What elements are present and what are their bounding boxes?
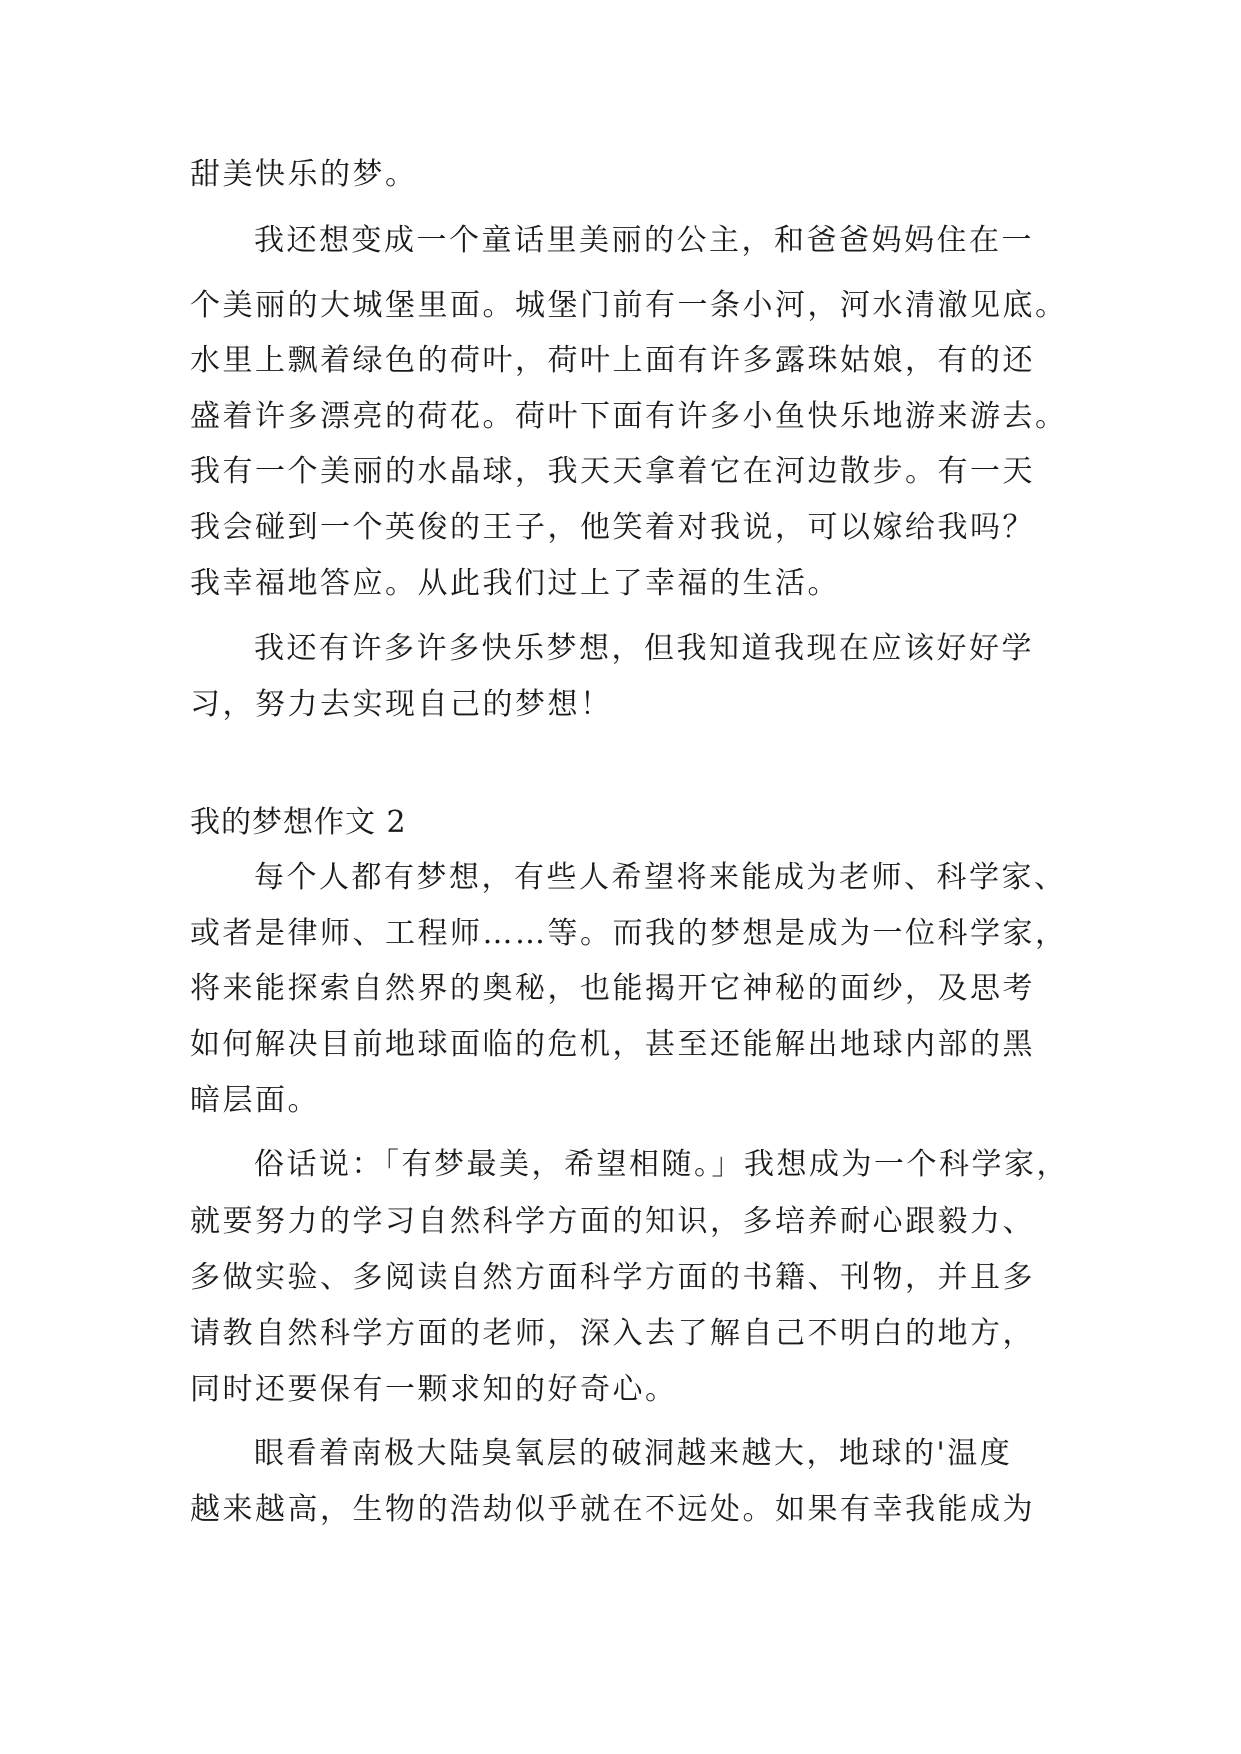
text-line: 将来能探索自然界的奥秘，也能揭开它神秘的面纱，及思考 [190,971,1035,1006]
text-line: 习，努力去实现自己的梦想！ [190,687,613,722]
text-line: 暗层面。 [190,1083,320,1118]
text-line: 水里上飘着绿色的荷叶，荷叶上面有许多露珠姑娘，有的还 [190,343,1035,378]
text-line: 或者是律师、工程师……等。而我的梦想是成为一位科学家， [190,916,1068,951]
paragraph-start: 我还想变成一个童话里美丽的公主，和爸爸妈妈住在一 [254,223,1034,258]
text-line: 如何解决目前地球面临的危机，甚至还能解出地球内部的黑 [190,1027,1035,1062]
text-line: 多做实验、多阅读自然方面科学方面的书籍、刊物，并且多 [190,1260,1035,1295]
text-line: 甜美快乐的梦。 [190,157,418,192]
text-line: 越来越高，生物的浩劫似乎就在不远处。如果有幸我能成为 [190,1492,1035,1527]
paragraph-start: 俗话说：「有梦最美，希望相随。」我想成为一个科学家， [254,1147,1069,1182]
text-line: 请教自然科学方面的老师，深入去了解自己不明白的地方， [190,1316,1035,1351]
text-line: 就要努力的学习自然科学方面的知识，多培养耐心跟毅力、 [190,1204,1035,1239]
paragraph-start: 我还有许多许多快乐梦想，但我知道我现在应该好好学 [254,631,1034,666]
text-line: 我幸福地答应。从此我们过上了幸福的生活。 [190,566,840,601]
section-heading: 我的梦想作文 2 [190,805,407,840]
paragraph-start: 每个人都有梦想，有些人希望将来能成为老师、科学家、 [254,860,1067,895]
paragraph-start: 眼看着南极大陆臭氧层的破洞越来越大，地球的'温度 [254,1436,1013,1471]
text-line: 同时还要保有一颗求知的好奇心。 [190,1372,678,1407]
text-line: 我会碰到一个英俊的王子，他笑着对我说，可以嫁给我吗？ [190,510,1035,545]
text-line: 盛着许多漂亮的荷花。荷叶下面有许多小鱼快乐地游来游去。 [190,399,1068,434]
text-line: 个美丽的大城堡里面。城堡门前有一条小河，河水清澈见底。 [190,288,1068,323]
text-line: 我有一个美丽的水晶球，我天天拿着它在河边散步。有一天 [190,454,1035,489]
